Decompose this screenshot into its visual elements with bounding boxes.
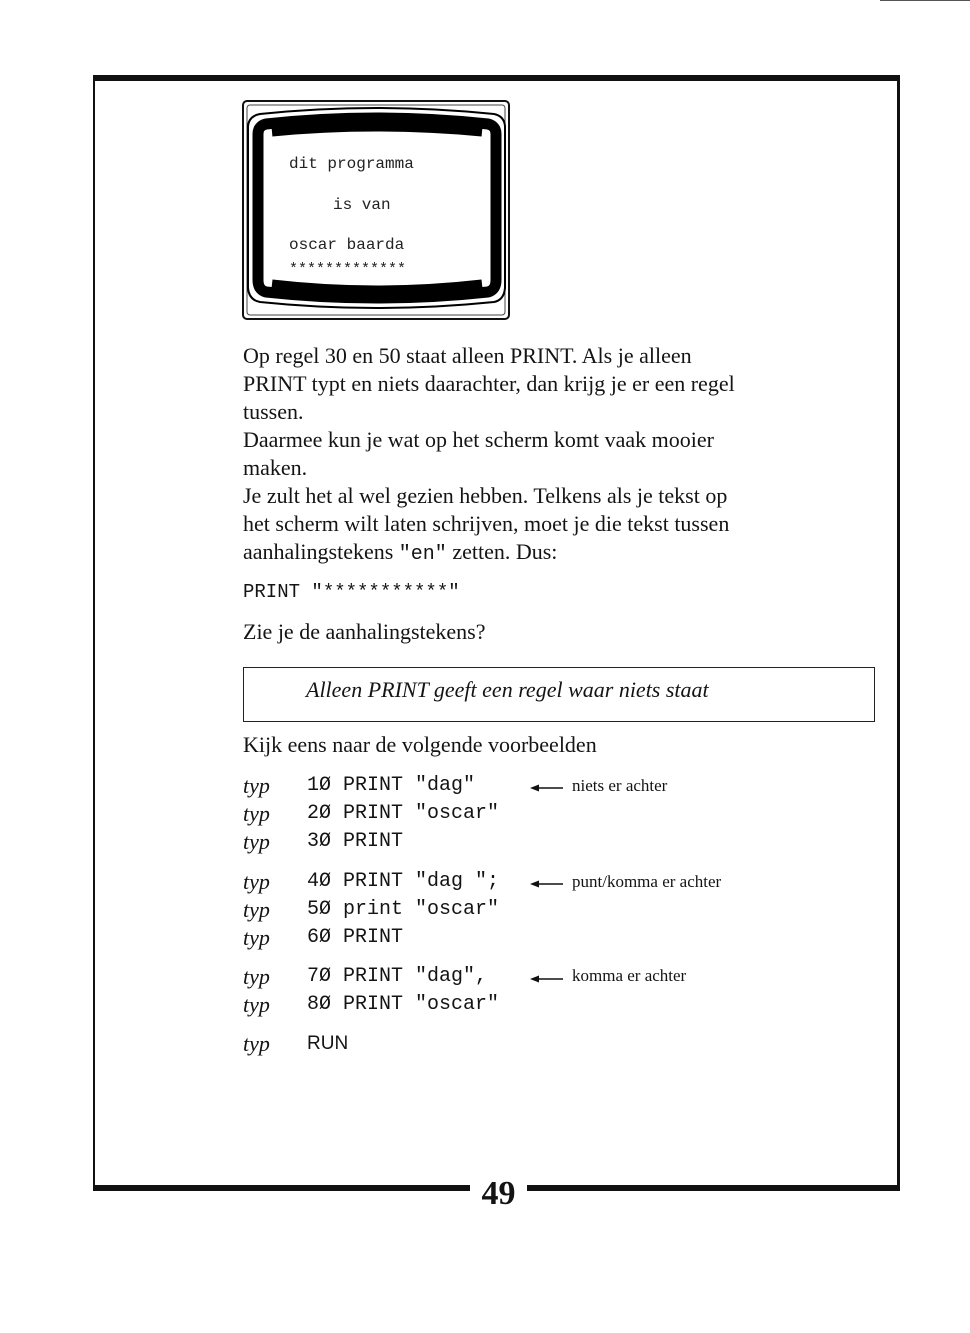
frame-left-border: [93, 75, 95, 1190]
example-row: [243, 800, 843, 828]
example-row: [243, 868, 843, 896]
code-example: PRINT "***********": [243, 581, 460, 603]
example-code: 5Ø print "oscar": [307, 898, 500, 921]
paragraph-2: [243, 426, 878, 482]
paragraph-1: [243, 342, 878, 426]
example-code: 4Ø PRINT "dag ";: [307, 870, 500, 893]
example-typ: typ: [243, 773, 270, 798]
rule-box-text: Alleen PRINT geeft een regel waar niets staat: [306, 677, 709, 702]
paragraph-1-line-2: PRINT typt en niets daarachter, dan krijg je er een regel: [243, 371, 735, 396]
frame-bottom-border-right: [527, 1185, 900, 1191]
example-code: 6Ø PRINT: [307, 926, 404, 949]
paragraph-1-line-3: tussen.: [243, 399, 304, 424]
paragraph-2-line-1: Daarmee kun je wat op het scherm komt vaak mooier: [243, 427, 715, 452]
arrow-left-icon: [530, 879, 564, 889]
page-number: 49: [481, 1175, 516, 1212]
example-row: [243, 828, 843, 856]
example-typ: typ: [243, 992, 270, 1017]
example-typ: typ: [243, 829, 270, 854]
frame-right-border: [897, 75, 900, 1190]
rule-box: [243, 667, 875, 722]
screen-line-1: dit programma: [289, 155, 414, 173]
example-code: 8Ø PRINT "oscar": [307, 993, 500, 1016]
paragraph-1-line-1: Op regel 30 en 50 staat alleen PRINT. Als je alleen: [243, 343, 692, 368]
example-code: 2Ø PRINT "oscar": [307, 802, 500, 825]
screen-line-3: oscar baarda: [289, 236, 405, 254]
question-text: Zie je de aanhalingstekens?: [243, 619, 486, 644]
paragraph-3-line-2: het scherm wilt laten schrijven, moet je die tekst tussen: [243, 511, 730, 536]
example-code: 7Ø PRINT "dag",: [307, 965, 488, 988]
example-typ: typ: [243, 869, 270, 894]
example-code: 3Ø PRINT: [307, 830, 404, 853]
quote-line-code: "en": [398, 543, 447, 566]
quote-line-end: zetten. Dus:: [446, 539, 558, 564]
quote-line-text: aanhalingstekens: [243, 539, 399, 564]
frame-top-border: [93, 75, 900, 81]
examples-intro: Kijk eens naar de volgende voorbeelden: [243, 732, 597, 757]
example-typ: typ: [243, 925, 270, 950]
example-code: 1Ø PRINT "dag": [307, 774, 476, 797]
paragraph-2-line-2: maken.: [243, 455, 308, 480]
paragraph-3-line-1: Je zult het al wel gezien hebben. Telkens als je tekst op: [243, 483, 728, 508]
tv-screen-illustration: [242, 100, 510, 320]
example-row: [243, 772, 843, 800]
example-row: [243, 1030, 843, 1058]
paragraph-3-line-3: [243, 538, 878, 569]
top-edge-rule: [880, 0, 970, 1]
example-row: [243, 991, 843, 1019]
example-row: [243, 896, 843, 924]
arrow-left-icon: [530, 974, 564, 984]
frame-bottom-border-left: [93, 1185, 470, 1191]
example-code: RUN: [307, 1033, 349, 1054]
example-typ: typ: [243, 801, 270, 826]
example-row: [243, 924, 843, 952]
example-typ: typ: [243, 897, 270, 922]
example-note: komma er achter: [572, 966, 687, 985]
paragraph-3: [243, 482, 878, 569]
example-note: niets er achter: [572, 776, 668, 795]
screen-line-2: is van: [333, 196, 391, 214]
example-note: punt/komma er achter: [572, 872, 722, 891]
screen-line-4: *************: [289, 261, 407, 278]
example-typ: typ: [243, 964, 270, 989]
example-typ: typ: [243, 1031, 270, 1056]
example-row: [243, 963, 843, 991]
arrow-left-icon: [530, 783, 564, 793]
